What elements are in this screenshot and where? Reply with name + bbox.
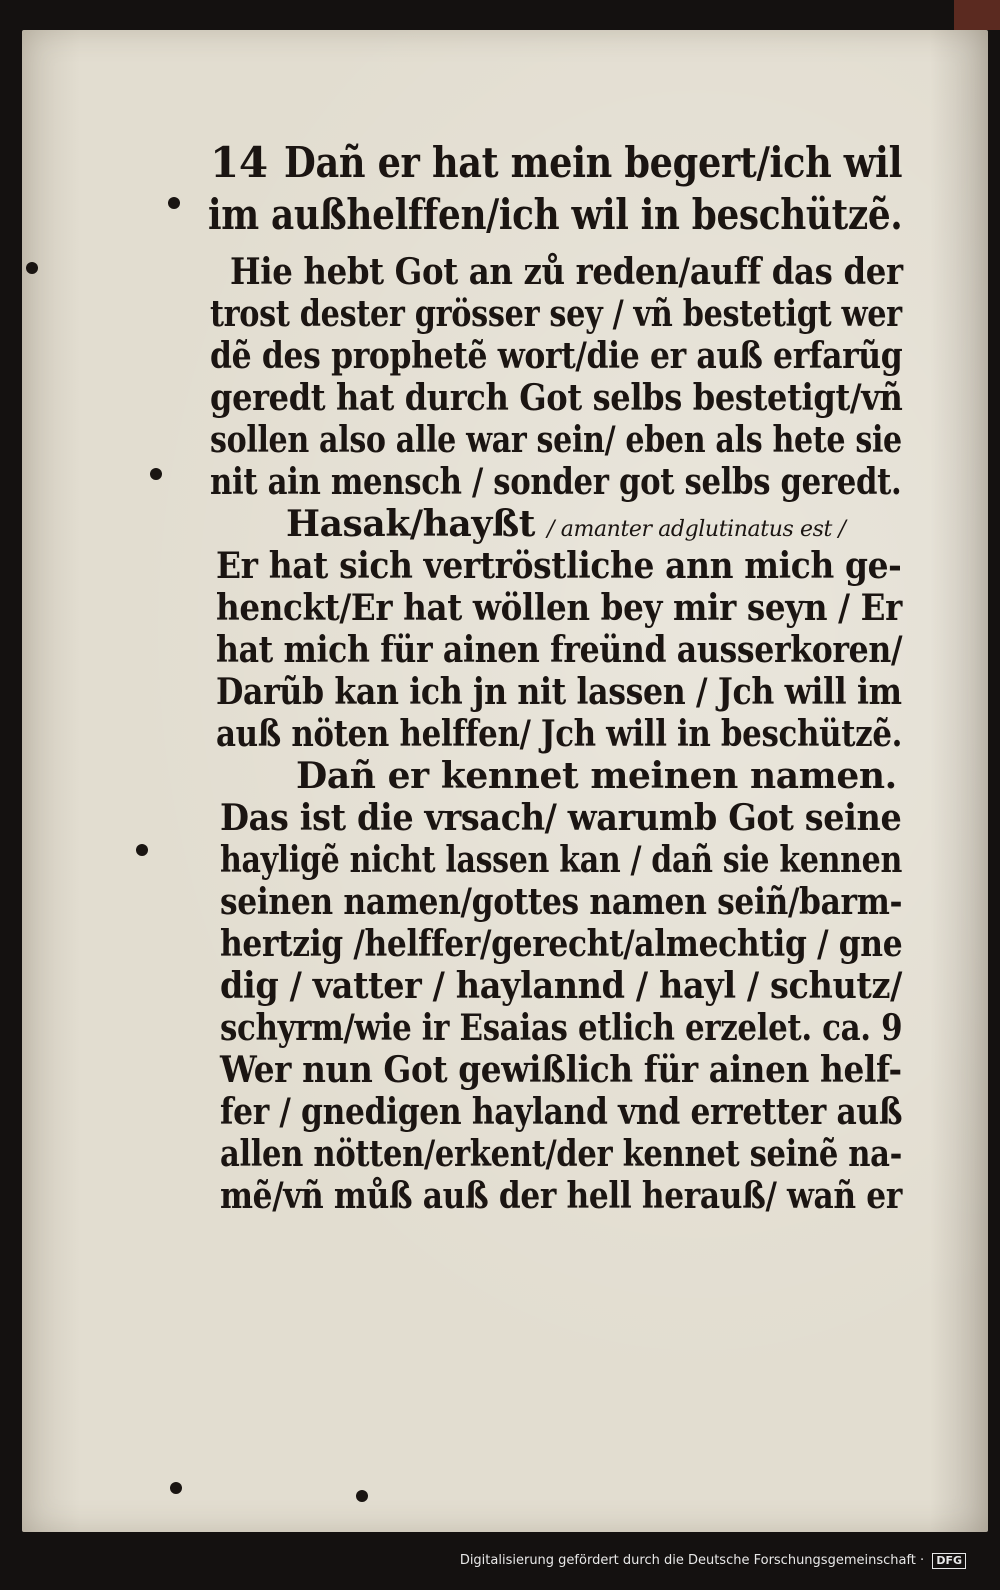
text-line-18: seinen namen/gottes namen seiñ/barm- <box>220 881 903 923</box>
text-line-23: fer / gnedigen hayland vnd erretter auß <box>220 1091 903 1133</box>
page-number: 14 <box>210 138 268 187</box>
hebrew-word: Hasak/hayßt <box>286 503 536 545</box>
footer-credit <box>0 1548 1000 1574</box>
text-line-2: im außhelffen/ich wil in beschützẽ. <box>208 190 903 239</box>
dfg-logo: DFG <box>932 1553 966 1569</box>
text-line-1: Dañ er hat mein begert/ich wil <box>284 138 903 187</box>
text-line-13: Darũb kan ich jn nit lassen / Jch will im <box>216 671 902 713</box>
margin-dot <box>136 844 148 856</box>
text-line-4: trost dester grösser sey / vñ bestetigt wer <box>210 293 902 335</box>
latin-gloss: / amanter adglutinatus est / <box>547 517 846 542</box>
text-line-5: dẽ des prophetẽ wort/die er auß erfarũg <box>210 335 903 377</box>
text-line-22: Wer nun Got gewißlich für ainen helf- <box>220 1049 902 1091</box>
text-line-25: mẽ/vñ můß auß der hell herauß/ wañ er <box>220 1175 902 1217</box>
text-line-7: sollen also alle war sein/ eben als hete sie <box>210 419 902 461</box>
binding-edge <box>954 0 1000 30</box>
margin-dot <box>168 197 180 209</box>
margin-dot <box>356 1490 368 1502</box>
text-line-24: allen nötten/erkent/der kennet seinẽ na- <box>220 1133 903 1175</box>
text-line-12: hat mich für ainen freünd ausserkoren/ <box>216 629 903 671</box>
margin-dot <box>150 468 162 480</box>
text-line-3: Hie hebt Got an zů reden/auff das der <box>230 251 903 293</box>
text-line-9 <box>286 504 846 550</box>
margin-dot <box>26 262 38 274</box>
text-line-11: henckt/Er hat wöllen bey mir seyn / Er <box>216 587 902 629</box>
text-line-17: hayligẽ nicht lassen kan / dañ sie kennen <box>220 839 902 881</box>
text-line-21: schyrm/wie ir Esaias etlich erzelet. ca. 9 <box>220 1007 903 1049</box>
text-line-10: Er hat sich vertröstliche ann mich ge- <box>216 545 902 587</box>
margin-dot <box>170 1482 182 1494</box>
text-line-20: dig / vatter / haylannd / hayl / schutz/ <box>220 965 902 1007</box>
text-line-19: hertzig /helffer/gerecht/almechtig / gne <box>220 923 903 965</box>
book-page <box>22 30 988 1532</box>
footer-text: Digitalisierung gefördert durch die Deutsche Forschungsgemeinschaft · <box>459 1553 925 1568</box>
text-line-15: Dañ er kennet meinen namen. <box>296 755 897 797</box>
text-line-16: Das ist die vrsach/ warumb Got seine <box>220 797 902 839</box>
text-line-8: nit ain mensch / sonder got selbs geredt. <box>210 461 902 503</box>
text-line-14: auß nöten helffen/ Jch will in beschützẽ. <box>216 713 903 755</box>
text-line-6: geredt hat durch Got selbs bestetigt/vñ <box>210 377 903 419</box>
